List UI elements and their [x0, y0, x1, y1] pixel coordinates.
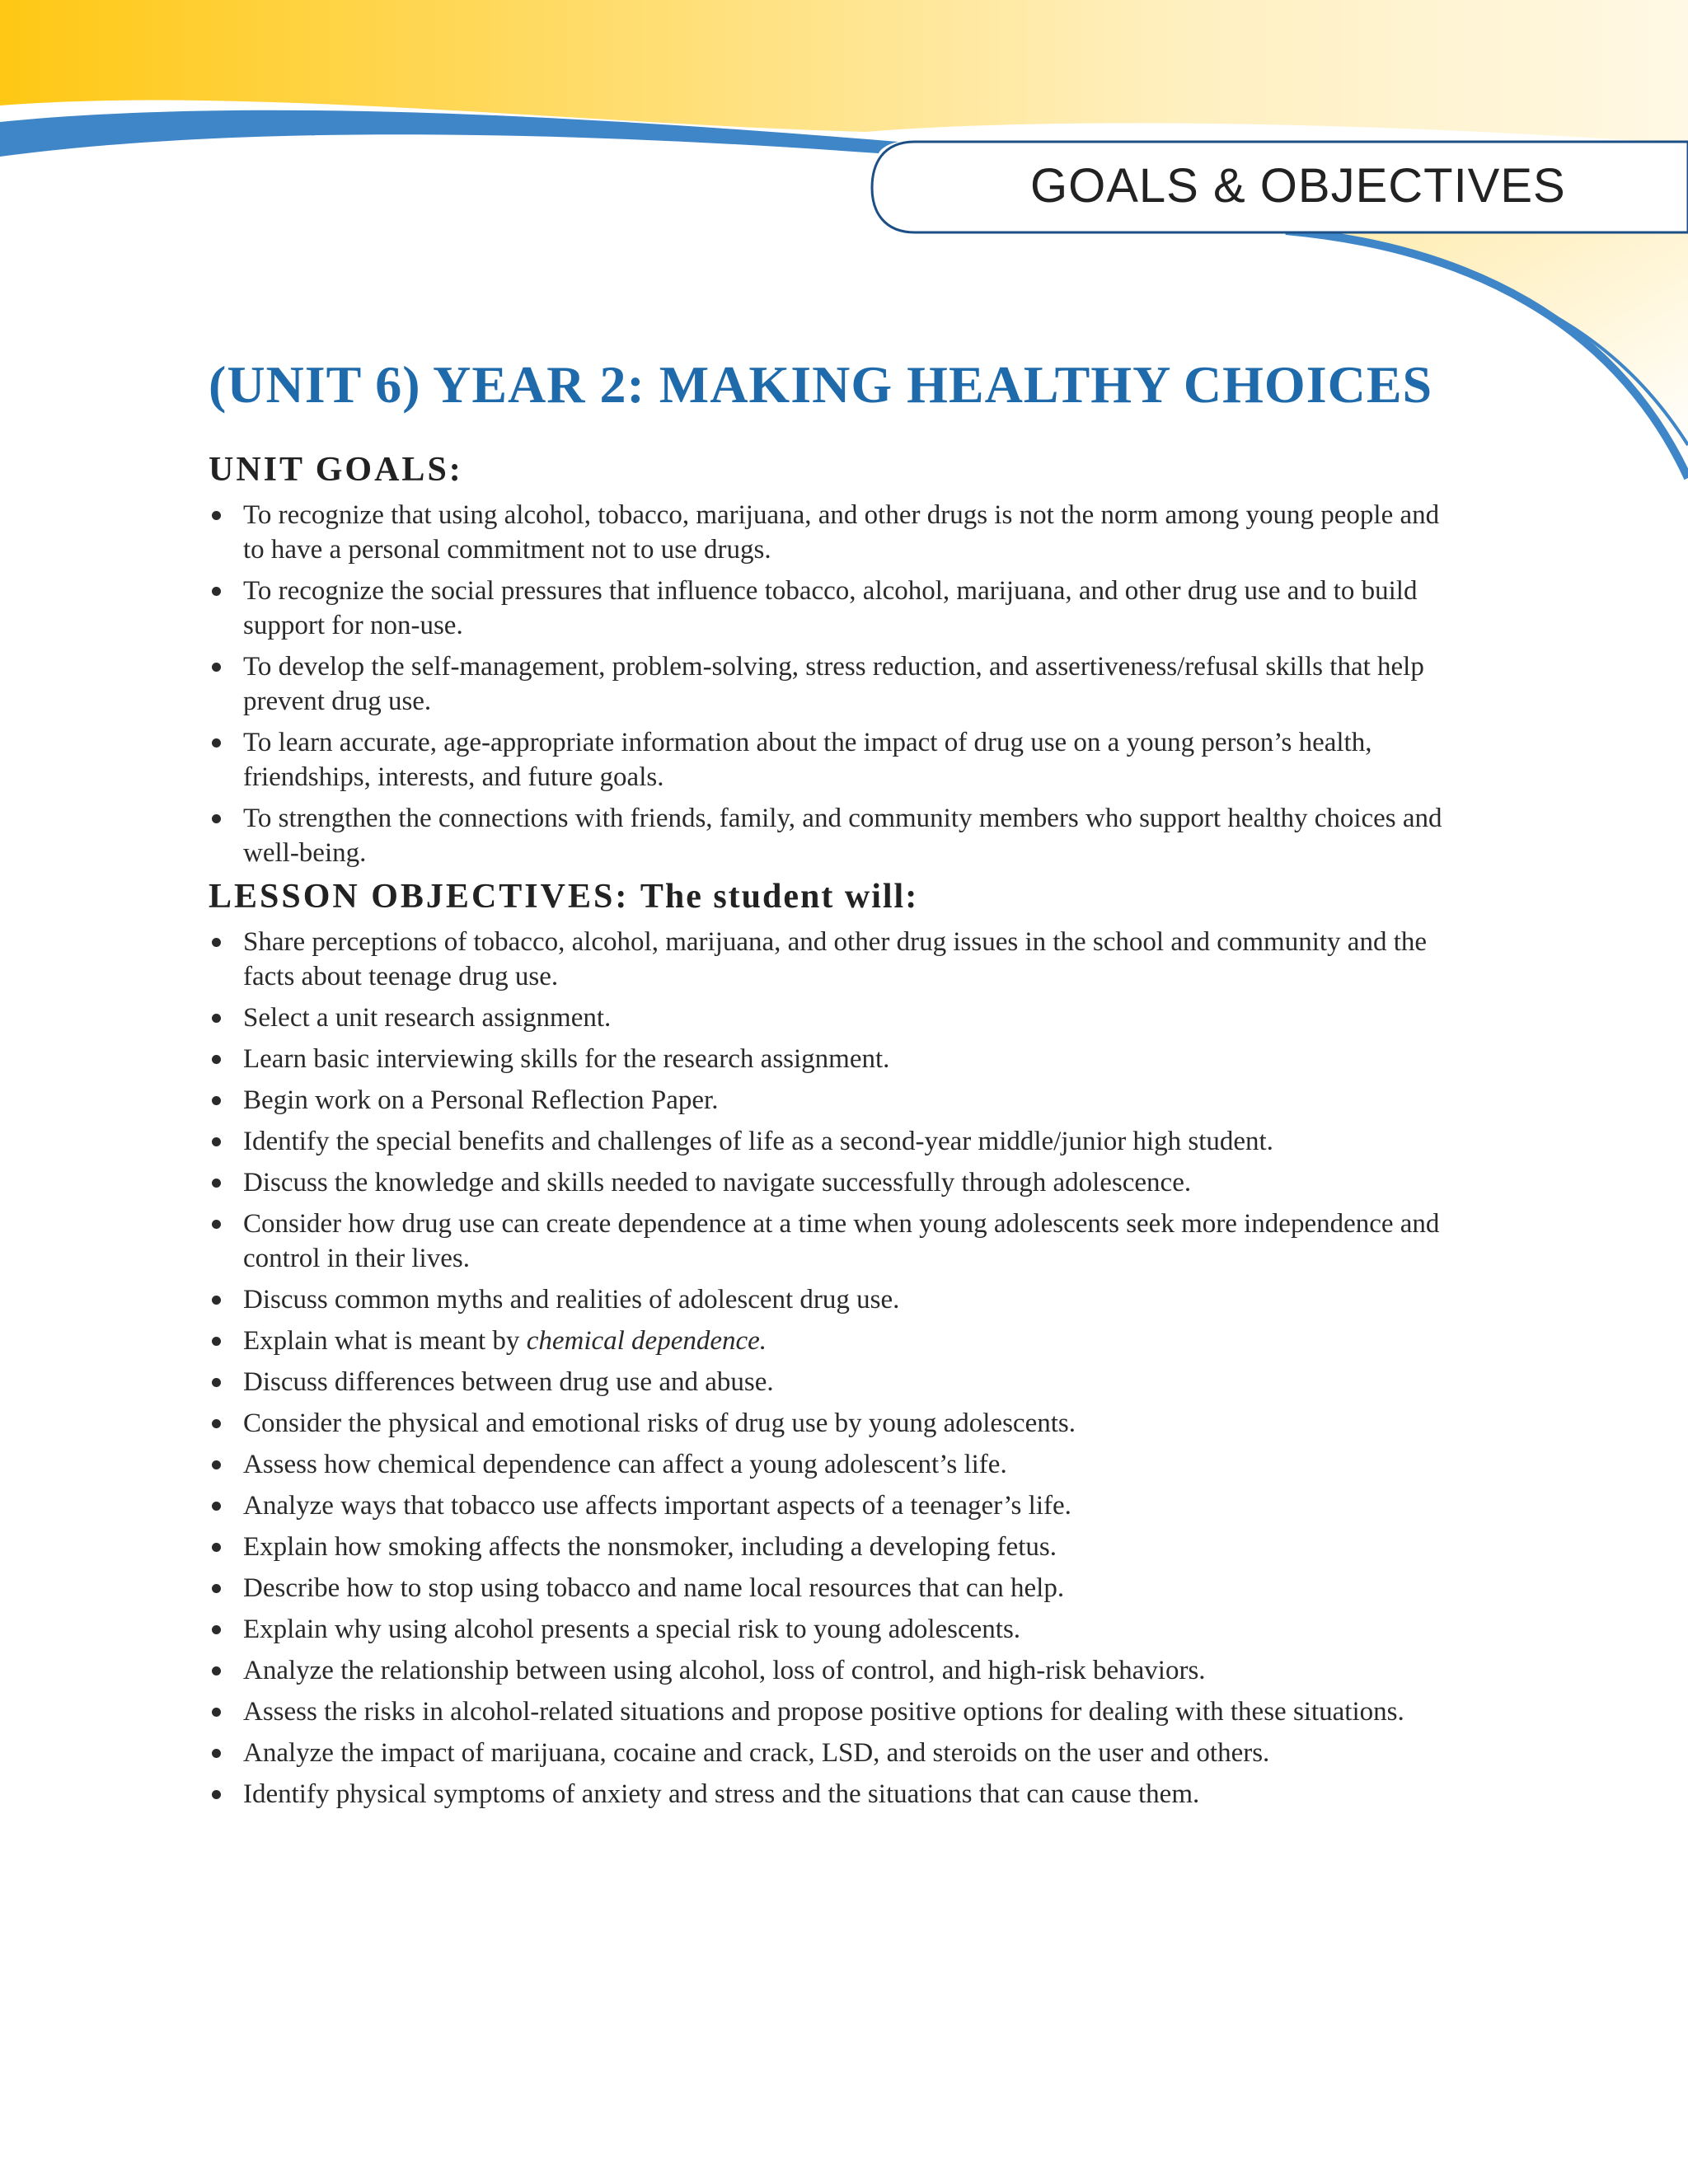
list-item: Consider how drug use can create dependence at a time when young adolescents seek more independence and control in their lives. [209, 1207, 1461, 1276]
list-item: Assess how chemical dependence can affect a young adolescent’s life. [209, 1447, 1461, 1482]
list-item: Learn basic interviewing skills for the research assignment. [209, 1042, 1461, 1076]
unit-goals-list [209, 498, 1461, 870]
list-item: To strengthen the connections with friends, family, and community members who support healthy choices and well-being. [209, 801, 1461, 870]
list-item: Explain how smoking affects the nonsmoker, including a developing fetus. [209, 1530, 1461, 1564]
lesson-objectives-heading-suffix: The student will: [640, 878, 919, 916]
list-item: Select a unit research assignment. [209, 1001, 1461, 1035]
list-item: Identify the special benefits and challenges of life as a second-year middle/junior high student. [209, 1124, 1461, 1159]
list-item: Analyze the impact of marijuana, cocaine and crack, LSD, and steroids on the user and others. [209, 1736, 1461, 1770]
list-item: To recognize the social pressures that influence tobacco, alcohol, marijuana, and other drug use and to build support for non-use. [209, 574, 1461, 643]
list-item: Discuss common myths and realities of adolescent drug use. [209, 1282, 1461, 1317]
lesson-objectives-heading-text: LESSON OBJECTIVES: [209, 878, 630, 916]
list-item [209, 1324, 1461, 1358]
list-item: Analyze ways that tobacco use affects important aspects of a teenager’s life. [209, 1488, 1461, 1523]
list-item: Begin work on a Personal Reflection Paper. [209, 1083, 1461, 1118]
lesson-objectives-heading [209, 877, 1461, 916]
list-item: Analyze the relationship between using alcohol, loss of control, and high-risk behaviors. [209, 1653, 1461, 1688]
list-item: Share perceptions of tobacco, alcohol, marijuana, and other drug issues in the school and community and the facts about teenage drug use. [209, 925, 1461, 994]
list-item: Discuss the knowledge and skills needed to navigate successfully through adolescence. [209, 1165, 1461, 1200]
section-title: GOALS & OBJECTIVES [1030, 159, 1566, 213]
list-item: Explain why using alcohol presents a special risk to young adolescents. [209, 1612, 1461, 1647]
list-item: To recognize that using alcohol, tobacco, marijuana, and other drugs is not the norm among young people and to have a personal commitment not to use drugs. [209, 498, 1461, 567]
list-item-text: Explain what is meant by [243, 1326, 520, 1356]
list-item: To develop the self-management, problem-solving, stress reduction, and assertiveness/refusal skills that help prevent drug use. [209, 649, 1461, 719]
list-item: To learn accurate, age-appropriate information about the impact of drug use on a young person’s health, friendships, interests, and future goals. [209, 725, 1461, 794]
page-title: (UNIT 6) YEAR 2: MAKING HEALTHY CHOICES [209, 355, 1433, 414]
list-item: Identify physical symptoms of anxiety and stress and the situations that can cause them. [209, 1777, 1461, 1811]
list-item: Discuss differences between drug use and abuse. [209, 1365, 1461, 1399]
lesson-objectives-list [209, 925, 1461, 1811]
list-item: Describe how to stop using tobacco and name local resources that can help. [209, 1571, 1461, 1605]
unit-goals-heading [209, 450, 1461, 490]
main-content [209, 354, 1461, 1818]
emphasis-term: chemical dependence. [526, 1326, 767, 1356]
list-item: Consider the physical and emotional risks of drug use by young adolescents. [209, 1406, 1461, 1441]
unit-goals-heading-text: UNIT GOALS: [209, 451, 463, 489]
list-item: Assess the risks in alcohol-related situations and propose positive options for dealing with these situations. [209, 1694, 1461, 1729]
